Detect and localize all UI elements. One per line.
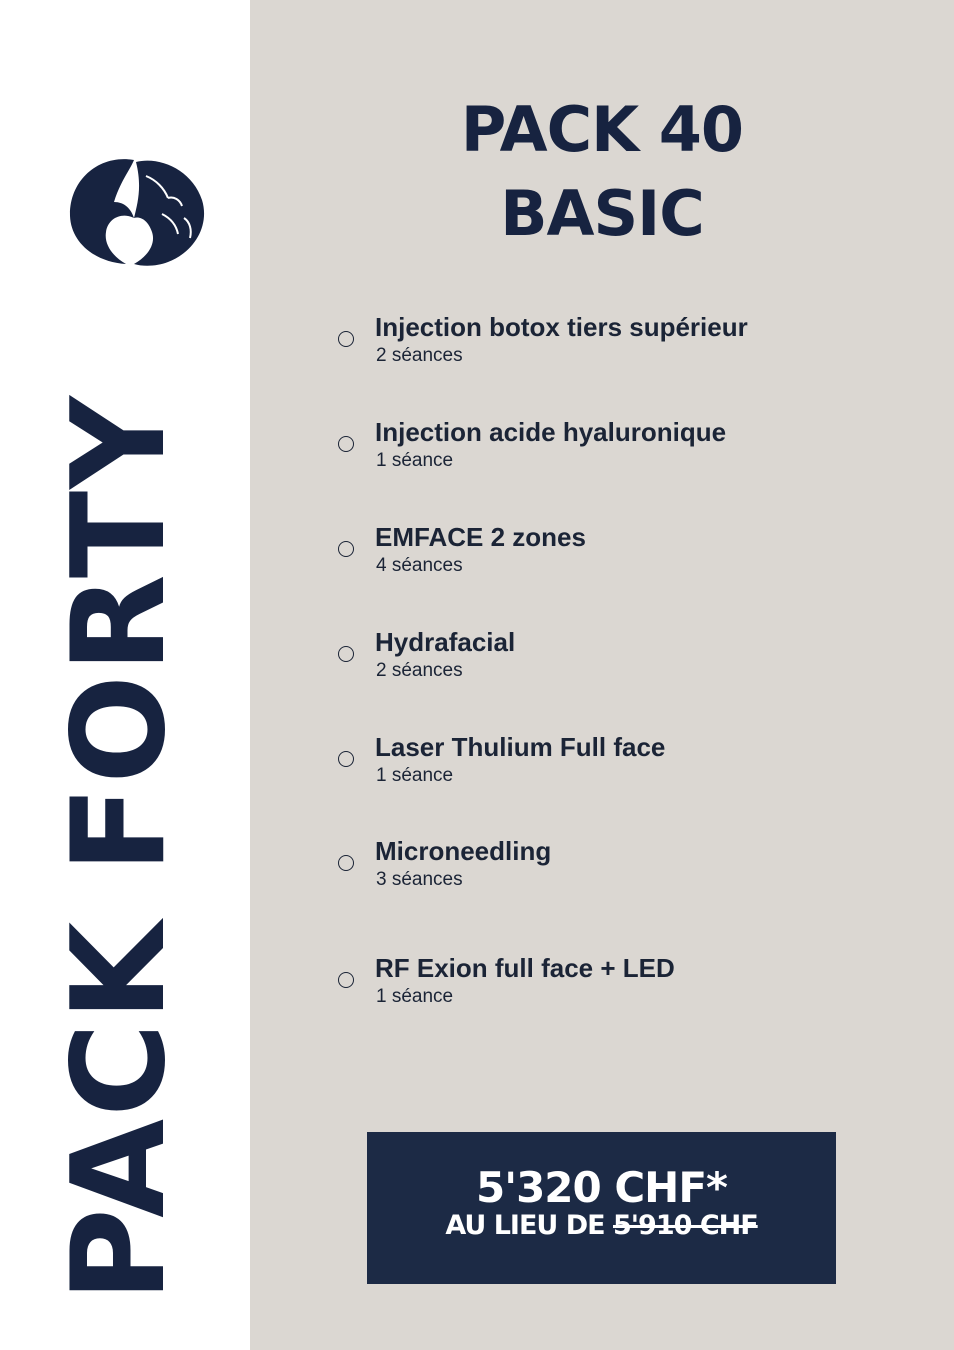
- bullet-circle-icon: [338, 436, 354, 452]
- item-sessions: 1 séance: [376, 765, 454, 786]
- bullet-circle-icon: [338, 331, 354, 347]
- vertical-brand-title: PACK FORTY: [45, 394, 194, 1302]
- old-price: 5'910 CHF: [613, 1210, 758, 1241]
- lion-head-logo-icon: [64, 152, 208, 270]
- item-sessions: 1 séance: [376, 986, 454, 1007]
- bullet-circle-icon: [338, 646, 354, 662]
- bullet-circle-icon: [338, 855, 354, 871]
- instead-label: AU LIEU DE: [445, 1210, 605, 1241]
- item-name: Hydrafacial: [375, 627, 516, 657]
- item-sessions: 4 séances: [376, 555, 463, 576]
- item-sessions: 3 séances: [376, 869, 463, 890]
- pack-title-line2: BASIC: [500, 177, 704, 250]
- current-price: 5'320 CHF*: [475, 1163, 727, 1212]
- pack-title-line1: PACK 40: [460, 93, 744, 166]
- item-sessions: 2 séances: [376, 660, 463, 681]
- price-box: [367, 1132, 836, 1284]
- item-name: Injection acide hyaluronique: [375, 417, 727, 447]
- bullet-circle-icon: [338, 972, 354, 988]
- item-sessions: 2 séances: [376, 345, 463, 366]
- price-comparison: [367, 1210, 836, 1242]
- item-name: Microneedling: [375, 836, 552, 866]
- item-name: EMFACE 2 zones: [375, 522, 586, 552]
- bullet-circle-icon: [338, 751, 354, 767]
- bullet-circle-icon: [338, 541, 354, 557]
- pack-title: [250, 88, 954, 256]
- item-name: RF Exion full face + LED: [375, 953, 675, 983]
- item-name: Injection botox tiers supérieur: [375, 312, 748, 342]
- item-name: Laser Thulium Full face: [375, 732, 666, 762]
- item-sessions: 1 séance: [376, 450, 454, 471]
